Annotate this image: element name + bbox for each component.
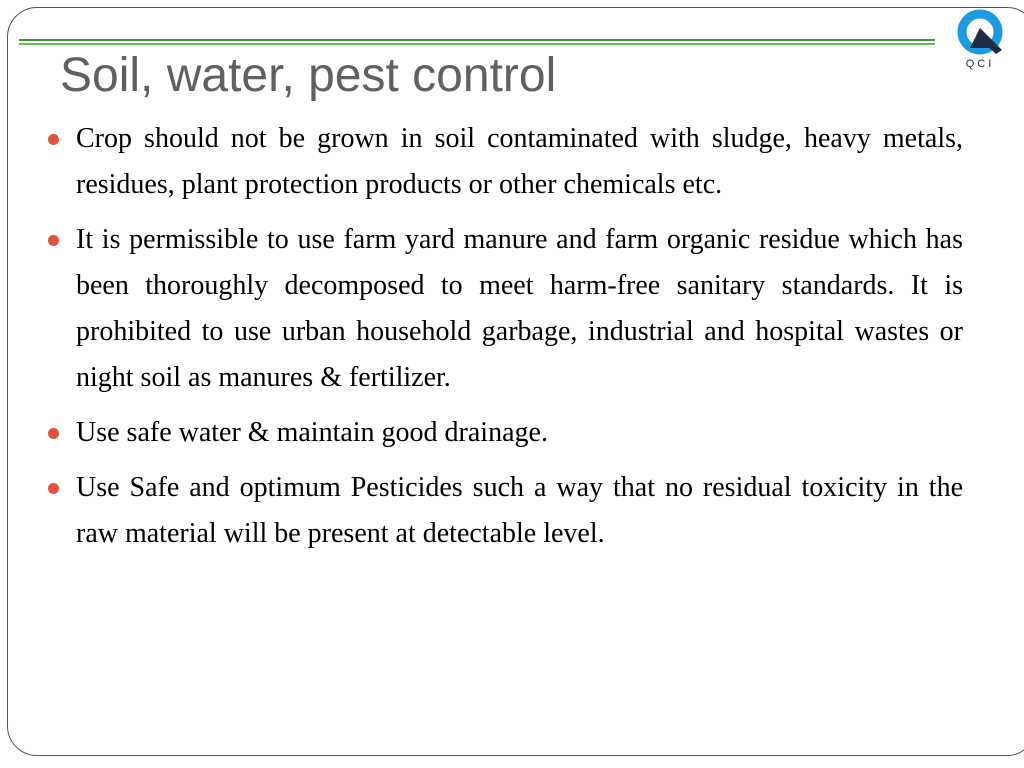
logo-text: QCI: [965, 58, 995, 70]
bullet-dot-icon: [48, 134, 59, 145]
header-rule-bottom: [19, 43, 935, 45]
bullet-item: [48, 217, 963, 401]
bullet-item: [48, 410, 963, 456]
qci-logo-icon: [952, 8, 1008, 58]
bullet-dot-icon: [48, 483, 59, 494]
bullet-item: [48, 465, 963, 557]
qci-logo: [952, 8, 1008, 76]
bullet-text: Use safe water & maintain good drainage.: [76, 417, 548, 448]
header-rule-top: [19, 39, 935, 41]
bullet-text: Crop should not be grown in soil contaminated with sludge, heavy metals, residues, plant protection products or other chemicals etc.: [76, 123, 963, 200]
bullet-text: Use Safe and optimum Pesticides such a way that no residual toxicity in the raw material will be present at detectable level.: [76, 472, 963, 549]
bullet-item: [48, 116, 963, 208]
slide-title: Soil, water, pest control: [60, 49, 557, 102]
bullet-list: [48, 116, 963, 566]
bullet-dot-icon: [48, 428, 59, 439]
bullet-dot-icon: [48, 235, 59, 246]
bullet-text: It is permissible to use farm yard manure and farm organic residue which has been thoroughly decomposed to meet harm-free sanitary standards. It is prohibited to use urban household garbage, industrial and hospital wastes or night soil as manures & fertilizer.: [76, 224, 963, 393]
